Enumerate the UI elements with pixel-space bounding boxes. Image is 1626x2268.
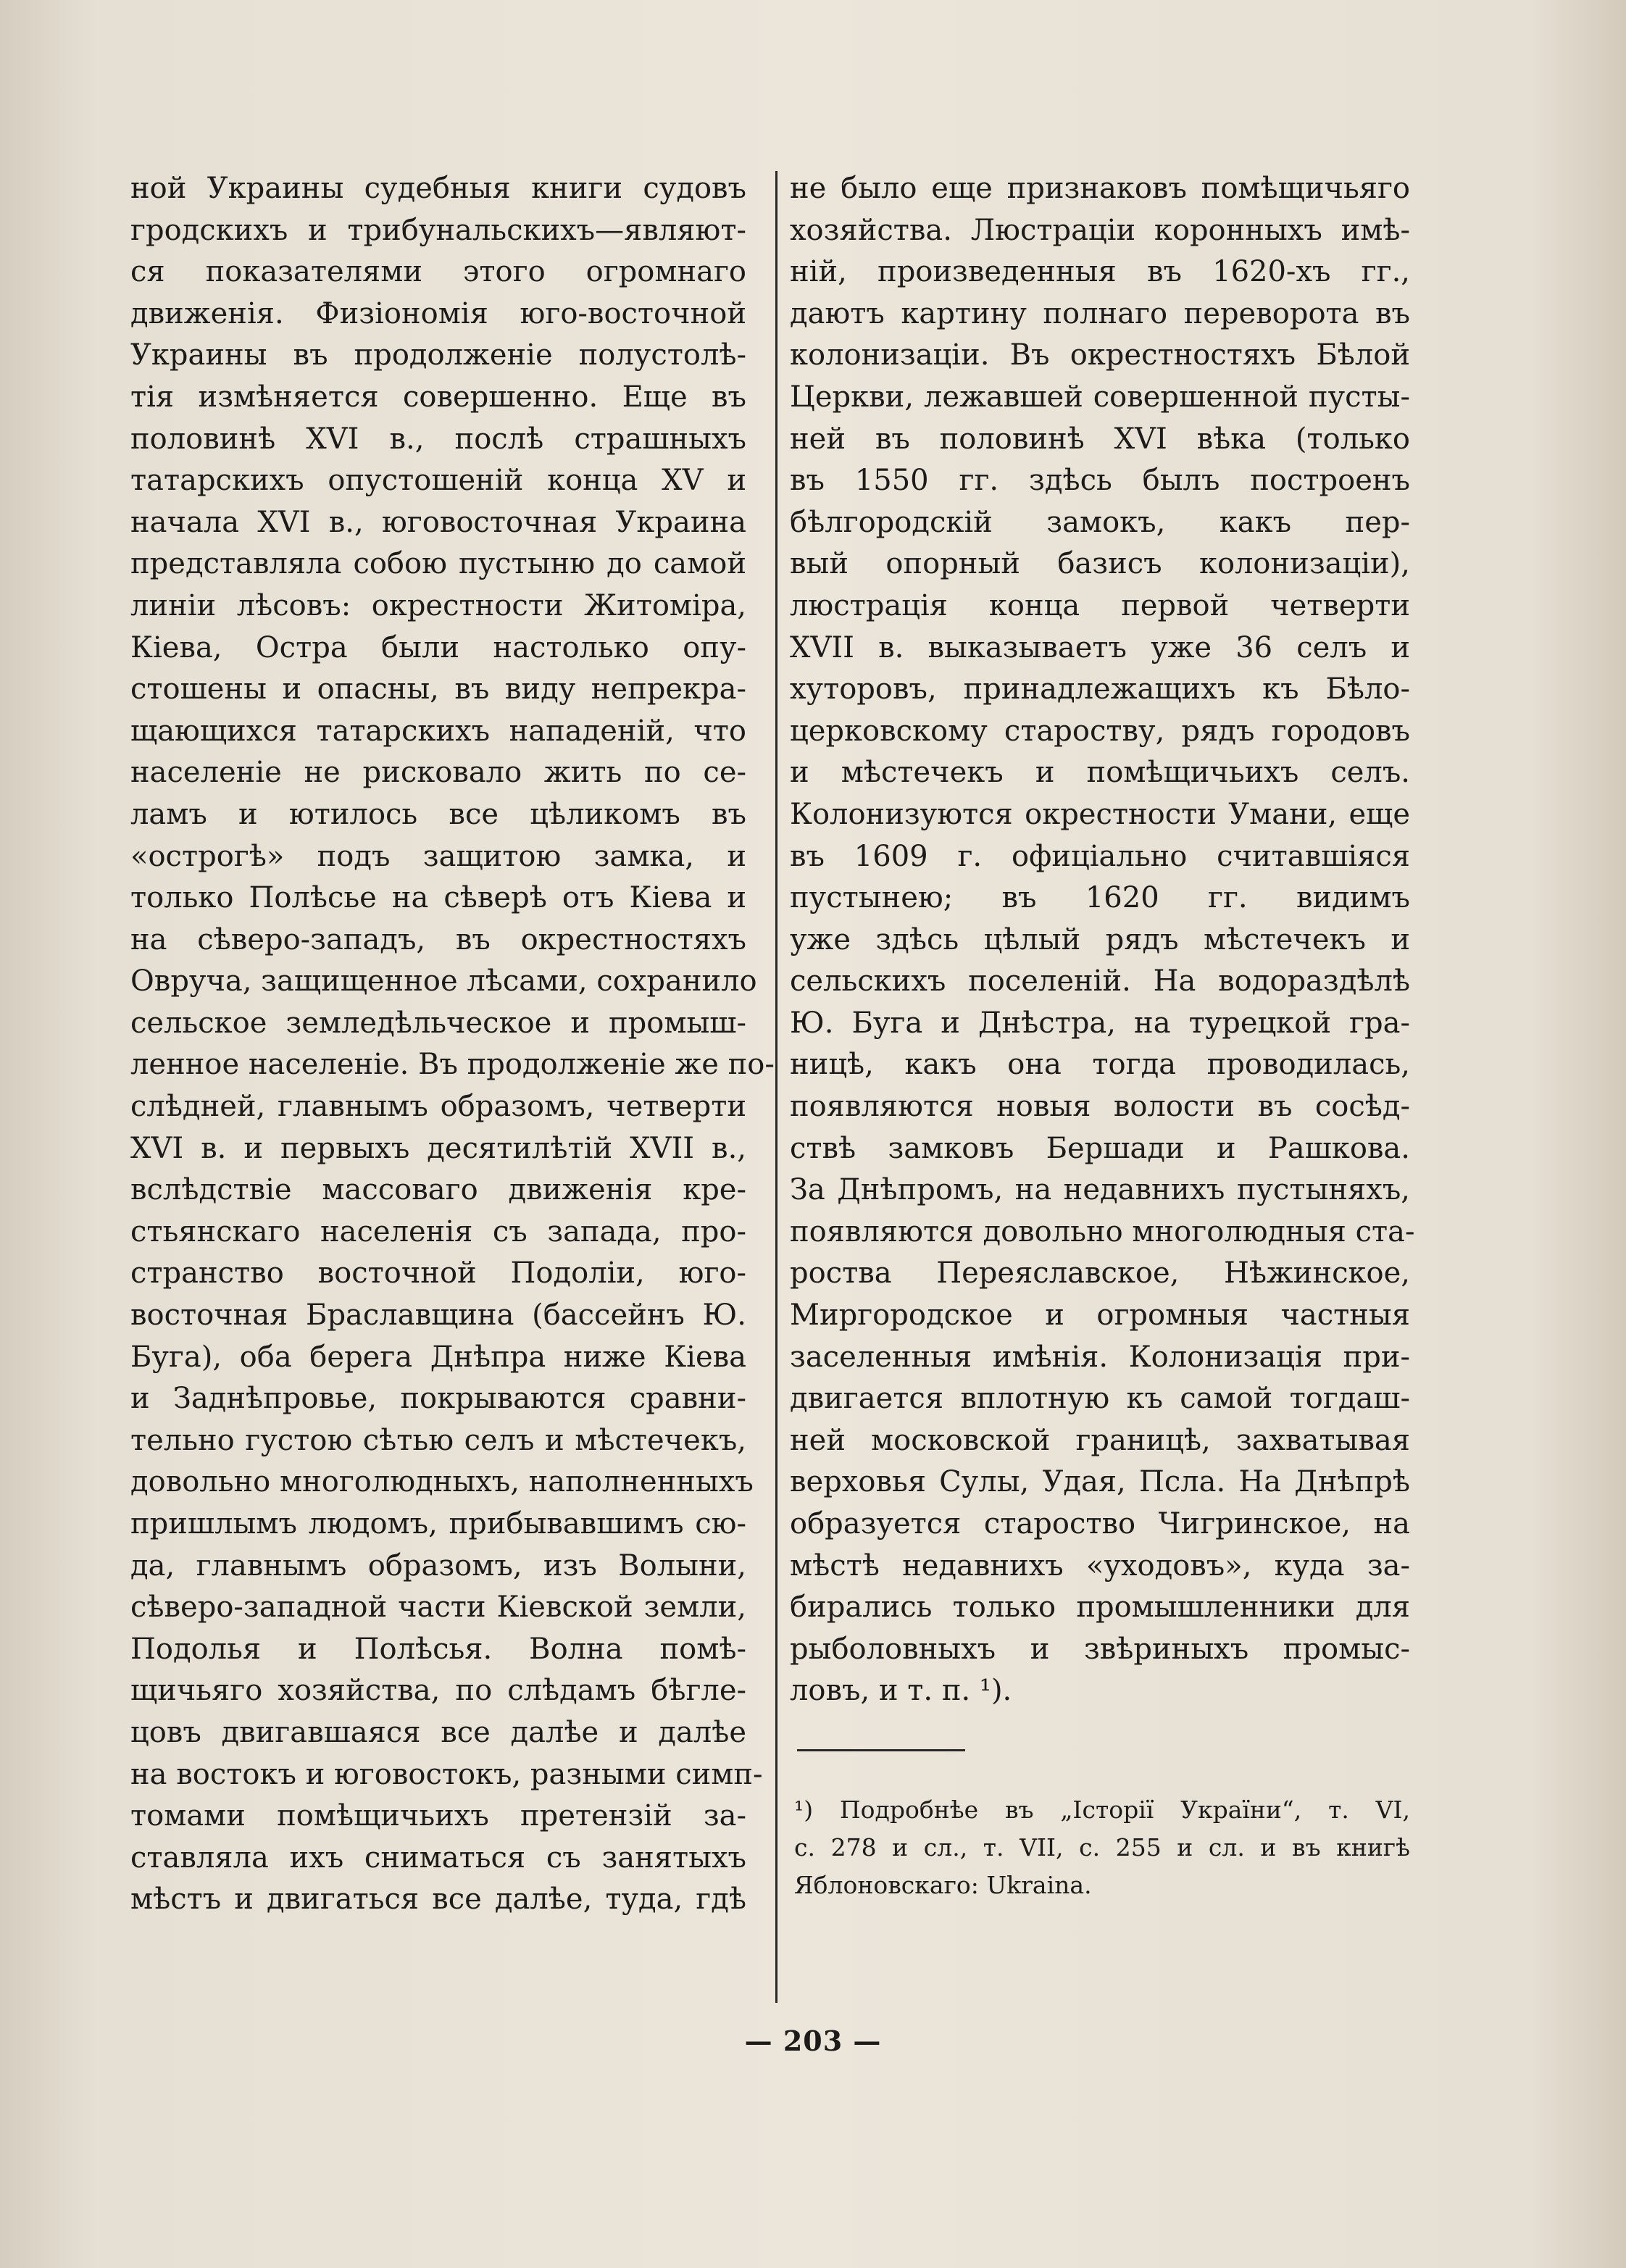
text-line: появляются довольно многолюдныя ста-	[790, 1214, 1415, 1248]
text-line: ся показателями этого огромнаго	[130, 255, 746, 289]
text-line: довольно многолюдныхъ, наполненныхъ	[130, 1465, 754, 1499]
text-line: ней московской границѣ, захватывая	[790, 1423, 1410, 1457]
text-line: Ю. Буга и Днѣстра, на турецкой гра-	[790, 1006, 1410, 1040]
text-line: въ 1550 гг. здѣсь былъ построенъ	[790, 464, 1410, 498]
text-line: на сѣверо-западъ, въ окрестностяхъ	[130, 922, 746, 956]
text-line: ловъ, и т. п. ¹).	[790, 1674, 1012, 1708]
text-line: роства Переяславское, Нѣжинское,	[790, 1256, 1410, 1291]
text-line: XVI в. и первыхъ десятилѣтій XVII в.,	[130, 1131, 746, 1165]
text-line: тія измѣняется совершенно. Еще въ	[130, 380, 746, 414]
text-line: мѣстѣ недавнихъ «уходовъ», куда за-	[790, 1548, 1410, 1583]
text-line: появляются новыя волости въ сосѣд-	[790, 1090, 1410, 1124]
text-line: хозяйства. Люстраціи коронныхъ имѣ-	[790, 213, 1410, 247]
text-line: Церкви, лежавшей совершенной пусты-	[790, 380, 1410, 414]
text-line: даютъ картину полнаго переворота въ	[790, 296, 1410, 330]
text-line: линіи лѣсовъ: окрестности Житоміра,	[130, 588, 746, 622]
text-line: бѣлгородскій замокъ, какъ пер-	[790, 505, 1410, 539]
text-line: и мѣстечекъ и помѣщичьихъ селъ.	[790, 756, 1410, 790]
text-line: уже здѣсь цѣлый рядъ мѣстечекъ и	[790, 922, 1410, 956]
text-line: восточная Браславщина (бассейнъ Ю.	[130, 1298, 746, 1333]
text-line: только Полѣсье на сѣверѣ отъ Кіева и	[130, 881, 746, 915]
text-line: верховья Сулы, Удая, Псла. На Днѣпрѣ	[790, 1465, 1410, 1499]
footnote-separator	[797, 1749, 965, 1751]
text-line: мѣстъ и двигаться все далѣе, туда, гдѣ	[130, 1883, 746, 1917]
text-line: ствѣ замковъ Бершади и Рашкова.	[790, 1131, 1410, 1165]
text-line: сельское земледѣльческое и промыш-	[130, 1006, 746, 1040]
text-line: церковскому староству, рядъ городовъ	[790, 714, 1410, 748]
text-line: ставляла ихъ сниматься съ занятыхъ	[130, 1840, 746, 1875]
text-line: цовъ двигавшаяся все далѣе и далѣе	[130, 1715, 746, 1749]
text-line: сельскихъ поселеній. На водораздѣлѣ	[790, 964, 1410, 998]
text-line: слѣдней, главнымъ образомъ, четверти	[130, 1090, 746, 1124]
text-line: люстрація конца первой четверти	[790, 588, 1410, 622]
text-line: Буга), оба берега Днѣпра ниже Кіева	[130, 1340, 746, 1374]
text-line: «острогѣ» подъ защитою замка, и	[130, 839, 746, 873]
text-line: стьянскаго населенія съ запада, про-	[130, 1214, 746, 1248]
text-line: тельно густою сѣтью селъ и мѣстечекъ,	[130, 1423, 746, 1457]
text-line: томами помѣщичьихъ претензій за-	[130, 1799, 746, 1833]
text-line: странство восточной Подоліи, юго-	[130, 1256, 746, 1291]
text-line: Кіева, Остра были настолько опу-	[130, 630, 746, 664]
text-line: Яблоновскаго: Ukraina.	[794, 1871, 1092, 1899]
text-line: За Днѣпромъ, на недавнихъ пустыняхъ,	[790, 1173, 1410, 1207]
left-text-column	[130, 168, 775, 1921]
right-text-column	[790, 168, 1415, 1712]
text-line: движенія. Физіономія юго-восточной	[130, 296, 746, 330]
text-line: Украины въ продолженіе полустолѣ-	[130, 338, 746, 372]
text-line: татарскихъ опустошеній конца XV и	[130, 464, 746, 498]
column-divider	[775, 171, 777, 2003]
text-line: ленное населеніе. Въ продолженіе же по-	[130, 1048, 775, 1082]
text-line: гродскихъ и трибунальскихъ—являют-	[130, 213, 746, 247]
text-line: да, главнымъ образомъ, изъ Волыни,	[130, 1548, 746, 1583]
text-line: Колонизуются окрестности Умани, еще	[790, 797, 1410, 831]
text-line: XVII в. выказываетъ уже 36 селъ и	[790, 630, 1410, 664]
text-line: Овруча, защищенное лѣсами, сохранило	[130, 964, 757, 998]
text-line: вслѣдствіе массоваго движенія кре-	[130, 1173, 746, 1207]
text-line: щичьяго хозяйства, по слѣдамъ бѣгле-	[130, 1674, 746, 1708]
text-line: ламъ и ютилось все цѣликомъ въ	[130, 797, 746, 831]
text-line: ней въ половинѣ XVI вѣка (только	[790, 422, 1410, 456]
text-line: пустынею; въ 1620 гг. видимъ	[790, 881, 1410, 915]
text-line: половинѣ XVI в., послѣ страшныхъ	[130, 422, 746, 456]
text-line: двигается вплотную къ самой тогдаш-	[790, 1382, 1410, 1416]
text-line: бирались только промышленники для	[790, 1590, 1410, 1625]
text-line: въ 1609 г. офиціально считавшіяся	[790, 839, 1410, 873]
text-line: ницѣ, какъ она тогда проводилась,	[790, 1048, 1410, 1082]
text-line: начала XVI в., юговосточная Украина	[130, 505, 746, 539]
text-line: не было еще признаковъ помѣщичьяго	[790, 172, 1410, 205]
text-line: Миргородское и огромныя частныя	[790, 1298, 1410, 1333]
text-line: представляла собою пустыню до самой	[130, 547, 746, 581]
text-line: и Заднѣпровье, покрываются сравни-	[130, 1382, 746, 1416]
text-line: на востокъ и юговостокъ, разными симп-	[130, 1757, 763, 1791]
text-line: вый опорный базисъ колонизаціи),	[790, 547, 1410, 581]
footnote	[794, 1791, 1410, 1904]
text-line: заселенныя имѣнія. Колонизація при-	[790, 1340, 1410, 1374]
page-number: — 203 —	[744, 2025, 882, 2057]
text-line: рыболовныхъ и звѣриныхъ промыс-	[790, 1632, 1410, 1666]
text-line: образуется староство Чигринское, на	[790, 1507, 1410, 1541]
text-line: хуторовъ, принадлежащихъ къ Бѣло-	[790, 672, 1410, 706]
text-line: ¹) Подробнѣе въ „Історії України“, т. VI,	[794, 1796, 1410, 1824]
text-line: населеніе не рисковало жить по се-	[130, 756, 746, 790]
text-line: Подолья и Полѣсья. Волна помѣ-	[130, 1632, 746, 1666]
text-line: ній, произведенныя въ 1620-хъ гг.,	[790, 255, 1410, 289]
text-line: стошены и опасны, въ виду непрекра-	[130, 672, 746, 706]
text-line: колонизаціи. Въ окрестностяхъ Бѣлой	[790, 338, 1410, 372]
text-line: щающихся татарскихъ нападеній, что	[130, 714, 746, 748]
text-line: ной Украины судебныя книги судовъ	[130, 172, 746, 205]
text-line: сѣверо-западной части Кіевской земли,	[130, 1590, 746, 1625]
text-line: пришлымъ людомъ, прибывавшимъ сю-	[130, 1507, 746, 1541]
text-line: с. 278 и сл., т. VII, с. 255 и сл. и въ книгѣ	[794, 1833, 1410, 1861]
